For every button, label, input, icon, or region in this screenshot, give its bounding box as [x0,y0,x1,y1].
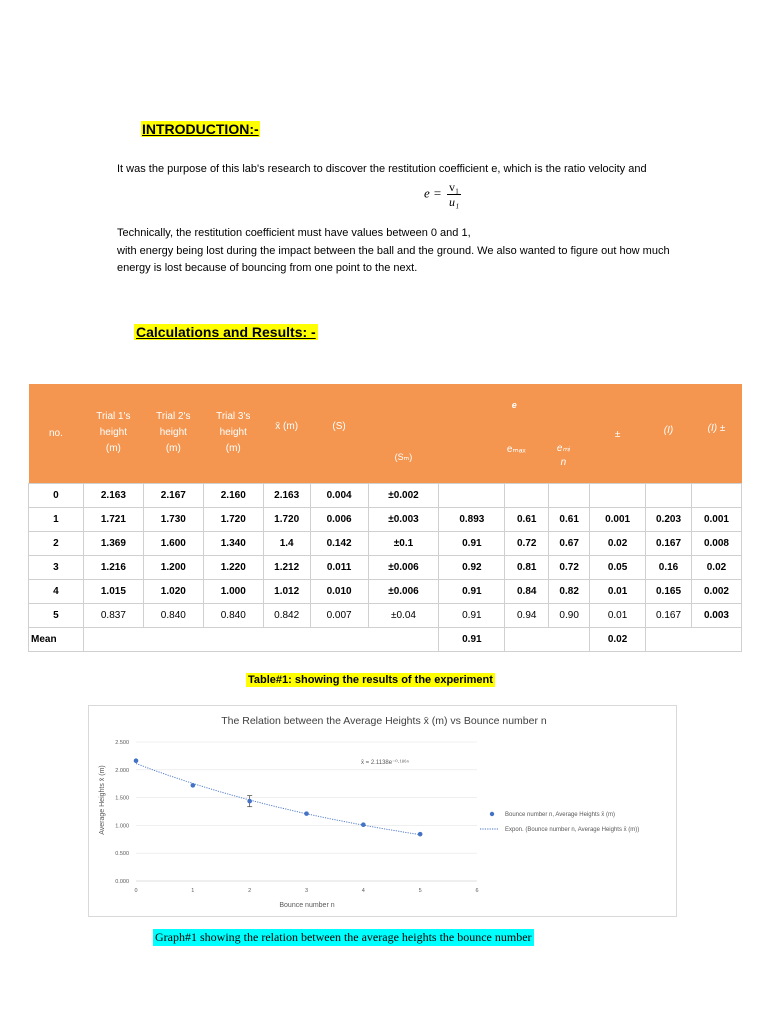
table-row [29,531,742,555]
y-tick-label: 2.500 [115,740,129,746]
header-sm [368,384,439,483]
y-tick-label: 1.000 [115,823,129,830]
header-i-label: (I) [663,424,674,436]
cell-emax: 0.61 [505,507,549,531]
cell-emin [549,483,590,507]
cell-trial-1: 1.015 [83,579,143,603]
chart-trendline-group [136,764,420,835]
cell-no: 1 [29,507,84,531]
data-point [304,811,309,816]
cell-pm: 0.05 [590,555,646,579]
header-no [29,384,84,483]
cell-pm: 0.01 [590,603,646,627]
cell-e: 0.91 [439,603,505,627]
cell-emin: 0.61 [549,507,590,531]
x-tick-label: 4 [361,888,365,894]
intro-paragraph-2-line-1: Technically, the restitution coefficient must have values between 0 and 1, [117,227,471,239]
cell-i-pm: 0.008 [691,531,741,555]
chart-y-axis-label: Average Heights x̄ (m) [99,765,106,835]
cell-sm: ±0.002 [368,483,439,507]
cell-emin: 0.72 [549,555,590,579]
formula-lhs: e = [424,185,442,201]
cell-i: 0.167 [646,603,692,627]
data-point [247,799,252,804]
chart-title: The Relation between the Average Heights x̄ (m) vs Bounce number n [221,715,547,727]
cell-s: 0.010 [310,579,368,603]
formula-denominator: u₁ [449,195,460,209]
header-i-pm [691,384,741,483]
cell-i-pm: 0.001 [691,507,741,531]
cell-mean-empty-3 [646,627,742,651]
table-row [29,603,742,627]
cell-trial-1: 1.216 [83,555,143,579]
cell-i [646,483,692,507]
cell-emin: 0.90 [549,603,590,627]
header-emin-part-a: eₘᵢ [556,443,570,454]
chart-axes [115,740,478,894]
header-trial-1 [83,384,143,483]
legend-label-points: Bounce number n, Average Heights x̄ (m) [505,812,615,818]
cell-pm: 0.02 [590,531,646,555]
cell-mean-empty-2 [505,627,590,651]
header-e-group [439,384,590,483]
cell-trial-1: 0.837 [83,603,143,627]
header-emax-label: eₘₐₓ [506,444,526,455]
cell-no: 2 [29,531,84,555]
cell-sm: ±0.006 [368,579,439,603]
cell-sm: ±0.003 [368,507,439,531]
cell-i-pm: 0.003 [691,603,741,627]
trendline-equation: x̄ = 2.1138e⁻⁰·¹⁸⁶ⁿ [361,760,409,766]
cell-no: 5 [29,603,84,627]
x-tick-label: 2 [248,888,252,894]
cell-xbar: 1.212 [263,555,310,579]
cell-xbar: 0.842 [263,603,310,627]
cell-i: 0.167 [646,531,692,555]
header-emin-part-b: n [560,457,567,468]
cell-trial-1: 1.369 [83,531,143,555]
cell-trial-2: 1.200 [143,555,203,579]
cell-s: 0.011 [310,555,368,579]
header-trial-2 [143,384,203,483]
cell-i-pm: 0.02 [691,555,741,579]
data-point [418,832,423,837]
cell-e: 0.92 [439,555,505,579]
cell-trial-2: 0.840 [143,603,203,627]
restitution-formula [424,180,461,209]
cell-mean-empty [83,627,439,651]
cell-e: 0.91 [439,531,505,555]
cell-trial-3: 1.220 [203,555,263,579]
header-no-label: no. [49,427,63,439]
cell-sm: ±0.04 [368,603,439,627]
cell-no: 3 [29,555,84,579]
cell-mean-pm: 0.02 [590,627,646,651]
cell-trial-1: 1.721 [83,507,143,531]
data-point [191,783,196,788]
cell-trial-3: 1.340 [203,531,263,555]
intro-paragraph-2-line-3: energy is lost because of bouncing from one point to the next. [117,262,418,274]
cell-trial-3: 1.000 [203,579,263,603]
cell-emin: 0.82 [549,579,590,603]
legend-label-trend: Expon. (Bounce number n, Average Heights x̄ (m)) [505,827,640,833]
header-pm-label: ± [614,428,621,440]
data-point [361,822,366,827]
y-tick-label: 2.000 [115,767,129,774]
table-row [29,483,742,507]
cell-emax: 0.81 [505,555,549,579]
cell-xbar: 1.720 [263,507,310,531]
chart-legend [480,812,639,833]
cell-s: 0.007 [310,603,368,627]
cell-trial-1: 2.163 [83,483,143,507]
cell-s: 0.006 [310,507,368,531]
table-mean-row [29,627,742,651]
cell-sm: ±0.006 [368,555,439,579]
formula-numerator: v₁ [449,180,460,194]
legend-marker-points [490,812,494,816]
header-i-pm-label: (I) ± [707,422,726,434]
header-xbar [263,384,310,483]
cell-no: 0 [29,483,84,507]
header-trial-1-label: Trial 1's height (m) [96,411,131,455]
cell-emax: 0.94 [505,603,549,627]
intro-paragraph-2-line-2: with energy being lost during the impact between the ball and the ground. We also wanted to figure out how much [117,245,670,257]
cell-mean-e: 0.91 [439,627,505,651]
cell-trial-2: 1.020 [143,579,203,603]
calculations-heading: Calculations and Results: - [136,324,316,340]
header-pm [590,384,646,483]
cell-i: 0.16 [646,555,692,579]
table-row [29,507,742,531]
cell-trial-3: 0.840 [203,603,263,627]
header-s [310,384,368,483]
cell-pm: 0.01 [590,579,646,603]
cell-trial-3: 2.160 [203,483,263,507]
cell-trial-2: 1.730 [143,507,203,531]
cell-e [439,483,505,507]
cell-sm: ±0.1 [368,531,439,555]
header-e-label: e [511,400,517,410]
cell-i-pm: 0.002 [691,579,741,603]
cell-i: 0.203 [646,507,692,531]
cell-no: 4 [29,579,84,603]
formula-fraction [447,180,461,209]
cell-trial-3: 1.720 [203,507,263,531]
header-emin-label [557,442,570,470]
cell-emax [505,483,549,507]
y-tick-label: 0.500 [115,851,129,858]
header-i [646,384,692,483]
chart-svg [89,706,676,916]
chart-frame [88,705,677,917]
header-trial-3 [203,384,263,483]
cell-pm: 0.001 [590,507,646,531]
cell-s: 0.142 [310,531,368,555]
x-tick-label: 5 [418,888,422,894]
cell-pm [590,483,646,507]
x-tick-label: 0 [134,888,138,894]
y-tick-label: 1.500 [115,795,129,802]
cell-emin: 0.67 [549,531,590,555]
y-tick-label: 0.000 [115,879,129,885]
cell-e: 0.893 [439,507,505,531]
cell-xbar: 1.4 [263,531,310,555]
table-caption: Table#1: showing the results of the experiment [248,674,493,686]
header-trial-2-label: Trial 2's height (m) [156,411,191,455]
results-table [28,384,742,652]
graph-caption: Graph#1 showing the relation between the average heights the bounce number [155,930,532,944]
x-tick-label: 3 [304,888,309,894]
cell-xbar: 2.163 [263,483,310,507]
x-tick-label: 1 [191,888,195,894]
cell-trial-2: 2.167 [143,483,203,507]
table-row [29,555,742,579]
cell-emax: 0.72 [505,531,549,555]
cell-trial-2: 1.600 [143,531,203,555]
introduction-heading: INTRODUCTION:- [142,121,259,137]
cell-emax: 0.84 [505,579,549,603]
header-xbar-label: x̄ (m) [275,421,299,433]
cell-i-pm [691,483,741,507]
cell-e: 0.91 [439,579,505,603]
trendline [136,764,420,835]
header-sm-label: (Sₘ) [394,451,413,462]
header-s-label: (S) [332,421,346,433]
chart-x-axis-label: Bounce number n [279,902,335,909]
cell-xbar: 1.012 [263,579,310,603]
intro-paragraph-1: It was the purpose of this lab's research to discover the restitution coefficient e, which is the ratio velocity and [117,163,647,175]
cell-s: 0.004 [310,483,368,507]
cell-mean-label: Mean [29,627,84,651]
table-row [29,579,742,603]
cell-i: 0.165 [646,579,692,603]
header-trial-3-label: Trial 3's height (m) [216,411,251,455]
data-point [134,758,139,763]
table-body [29,483,742,651]
x-tick-label: 6 [475,888,479,894]
table-header-row [29,384,742,483]
